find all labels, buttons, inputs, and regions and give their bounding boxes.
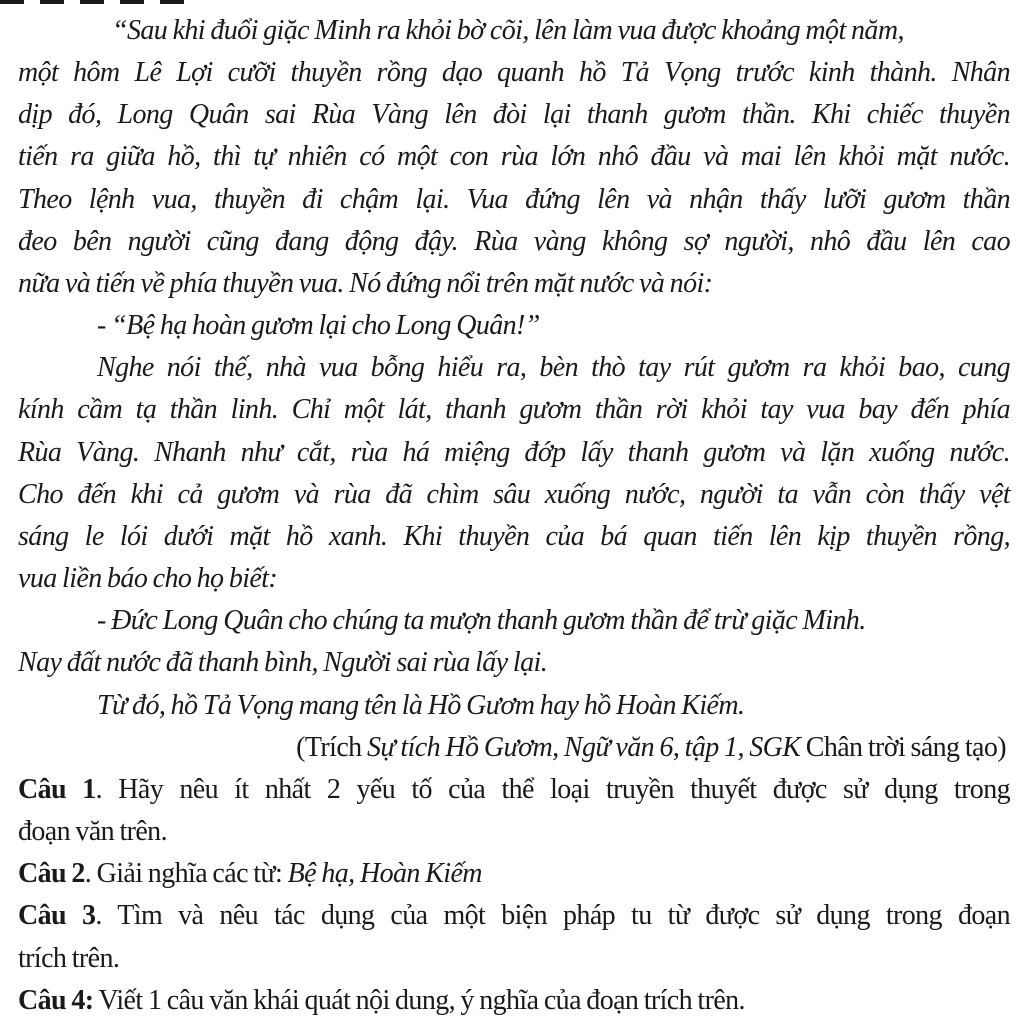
question-1: Câu 1. Hãy nêu ít nhất 2 yếu tố của thể loại truyền thuyết được sử dụng trong — [18, 774, 1011, 805]
passage-line: tiến ra giữa hồ, thì tự nhiên có một con rùa lớn nhô đầu và mai lên khỏi mặt nước. — [18, 141, 1010, 172]
source-citation — [296, 729, 1006, 767]
passage-line: nữa và tiến về phía thuyền vua. Nó đứng nổi trên mặt nước và nói: — [18, 268, 713, 299]
question-text: Hãy nêu ít nhất 2 yếu tố của thể loại truyền thuyết được sử dụng trong — [102, 774, 1011, 805]
cropped-heading-fragment — [0, 0, 230, 4]
question-text: Giải nghĩa các từ: — [91, 858, 288, 889]
passage-line: kính cầm tạ thần linh. Chỉ một lát, thanh gươm thần rời khỏi tay vua bay đến phía — [18, 394, 1010, 425]
question-label: Câu 2 — [18, 858, 85, 889]
question-2: Câu 2. Giải nghĩa các từ: Bệ hạ, Hoàn Kiếm — [18, 858, 482, 889]
passage-line: Theo lệnh vua, thuyền đi chậm lại. Vua đứng lên và nhận thấy lưỡi gươm thần — [18, 184, 1010, 215]
citation-suffix: Chân trời sáng tạo) — [800, 732, 1006, 763]
passage-line: một hôm Lê Lợi cưỡi thuyền rồng dạo quanh hồ Tả Vọng trước kinh thành. Nhân — [18, 57, 1010, 88]
citation-title: Sự tích Hồ Gươm, Ngữ văn 6, tập 1, SGK — [366, 732, 801, 763]
passage-line: “Sau khi đuổi giặc Minh ra khỏi bờ cõi, lên làm vua được khoảng một năm, — [112, 15, 904, 46]
passage-line: sáng le lói dưới mặt hồ xanh. Khi thuyền của bá quan tiến lên kịp thuyền rồng, — [18, 521, 1010, 552]
passage-line: Nghe nói thế, nhà vua bỗng hiểu ra, bèn thò tay rút gươm ra khỏi bao, cung — [97, 352, 1010, 383]
passage-line: - “Bệ hạ hoàn gươm lại cho Long Quân!” — [97, 310, 540, 341]
question-3-continued: trích trên. — [18, 943, 120, 974]
passage-line: Từ đó, hồ Tả Vọng mang tên là Hồ Gươm hay hồ Hoàn Kiếm. — [97, 690, 745, 721]
question-text: Viết 1 câu văn khái quát nội dung, ý nghĩa của đoạn trích trên. — [93, 985, 745, 1016]
passage-line: dịp đó, Long Quân sai Rùa Vàng lên đòi lại thanh gươm thần. Khi chiếc thuyền — [18, 99, 1010, 130]
citation-prefix: (Trích — [296, 732, 367, 763]
passage-line: vua liền báo cho họ biết: — [18, 563, 278, 594]
passage-line: Cho đến khi cả gươm và rùa đã chìm sâu xuống nước, người ta vẫn còn thấy vệt — [18, 479, 1010, 510]
passage-line: Rùa Vàng. Nhanh như cắt, rùa há miệng đớp lấy thanh gươm và lặn xuống nước. — [18, 437, 1010, 468]
passage-line: đeo bên người cũng đang động đậy. Rùa vàng không sợ người, nhô đầu lên cao — [18, 226, 1010, 257]
question-label: Câu 4: — [18, 985, 94, 1016]
question-1-continued: đoạn văn trên. — [18, 816, 167, 847]
passage-line: - Đức Long Quân cho chúng ta mượn thanh gươm thần để trừ giặc Minh. — [97, 605, 866, 636]
question-label: Câu 3 — [18, 900, 96, 931]
question-text: Tìm và nêu tác dụng của một biện pháp tu từ được sử dụng trong đoạn — [101, 900, 1010, 931]
question-label: Câu 1 — [18, 774, 96, 805]
passage-line: Nay đất nước đã thanh bình, Người sai rùa lấy lại. — [18, 647, 548, 678]
question-4 — [18, 982, 1010, 1020]
question-terms: Bệ hạ, Hoàn Kiếm — [287, 858, 482, 889]
question-3: Câu 3. Tìm và nêu tác dụng của một biện pháp tu từ được sử dụng trong đoạn — [18, 900, 1010, 931]
